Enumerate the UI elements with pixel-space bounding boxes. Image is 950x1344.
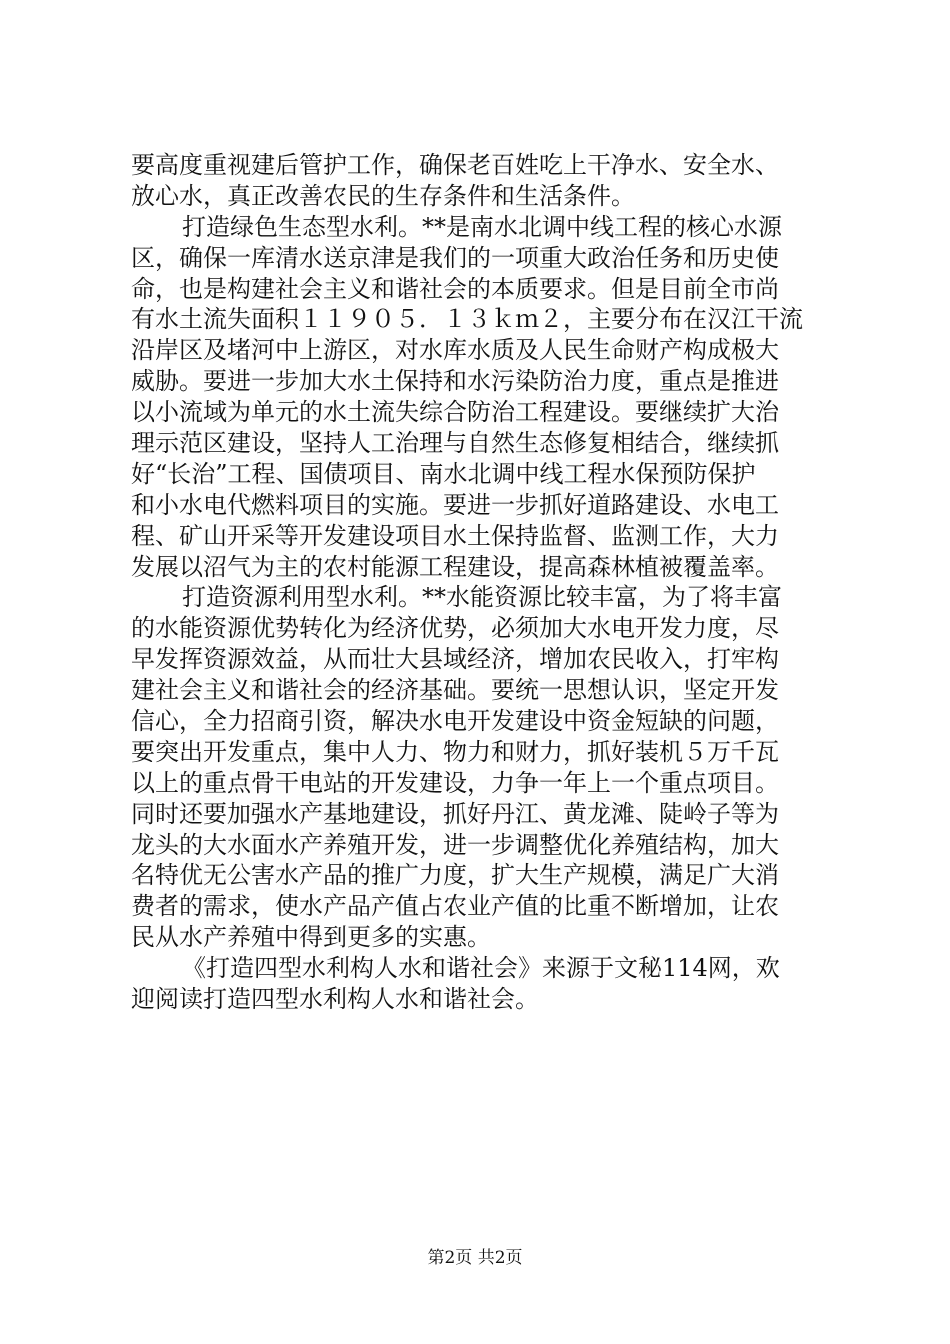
text-line: 民从水产养殖中得到更多的实惠。 [131, 923, 491, 952]
text-line: 迎阅读打造四型水利构人水和谐社会。 [131, 985, 539, 1014]
text-line: 建社会主义和谐社会的经济基础。要统一思想认识，坚定开发 [131, 676, 779, 705]
text-line: 要突出开发重点，集中人力、物力和财力，抓好装机５万千瓦 [131, 737, 779, 766]
text-line: 区，确保一库清水送京津是我们的一项重大政治任务和历史使 [131, 243, 779, 272]
text-line: 同时还要加强水产基地建设，抓好丹江、黄龙滩、陡岭子等为 [131, 799, 779, 828]
text-line: 打造资源利用型水利。**水能资源比较丰富，为了将丰富 [182, 583, 782, 612]
text-line: 《打造四型水利构人水和谐社会》来源于文秘114网，欢 [182, 954, 780, 983]
text-line: 以上的重点骨干电站的开发建设，力争一年上一个重点项目。 [131, 768, 779, 797]
text-line: 要高度重视建后管护工作，确保老百姓吃上干净水、安全水、 [131, 151, 779, 179]
text-line: 好“长治”工程、国债项目、南水北调中线工程水保预防保护 [131, 459, 756, 488]
text-line: 以小流域为单元的水土流失综合防治工程建设。要继续扩大治 [131, 398, 779, 427]
body-text [131, 150, 821, 1015]
text-line: 理示范区建设，坚持人工治理与自然生态修复相结合，继续抓 [131, 429, 779, 458]
text-line: 有水土流失面积１１９０５．１３ｋｍ２，主要分布在汉江干流 [131, 305, 803, 334]
text-line: 和小水电代燃料项目的实施。要进一步抓好道路建设、水电工 [131, 490, 779, 519]
text-line: 费者的需求，使水产品产值占农业产值的比重不断增加，让农 [131, 892, 779, 921]
text-line: 打造绿色生态型水利。**是南水北调中线工程的核心水源 [182, 212, 782, 241]
text-line: 威胁。要进一步加大水土保持和水污染防治力度，重点是推进 [131, 367, 779, 396]
text-line: 龙头的大水面水产养殖开发，进一步调整优化养殖结构，加大 [131, 830, 779, 859]
text-line: 早发挥资源效益，从而壮大县域经济，增加农民收入，打牢构 [131, 645, 779, 674]
text-line: 的水能资源优势转化为经济优势，必须加大水电开发力度，尽 [131, 614, 779, 643]
text-line: 发展以沼气为主的农村能源工程建设，提高森林植被覆盖率。 [131, 552, 779, 581]
text-line: 名特优无公害水产品的推广力度，扩大生产规模，满足广大消 [131, 861, 779, 890]
text-line: 程、矿山开采等开发建设项目水土保持监督、监测工作，大力 [131, 521, 779, 550]
page-footer: 第2页 共2页 [427, 1248, 523, 1268]
text-line: 信心，全力招商引资，解决水电开发建设中资金短缺的问题， [131, 707, 779, 736]
text-line: 放心水，真正改善农民的生存条件和生活条件。 [131, 181, 635, 210]
text-line: 命，也是构建社会主义和谐社会的本质要求。但是目前全市尚 [131, 274, 779, 303]
text-line: 沿岸区及堵河中上游区，对水库水质及人民生命财产构成极大 [131, 336, 779, 365]
